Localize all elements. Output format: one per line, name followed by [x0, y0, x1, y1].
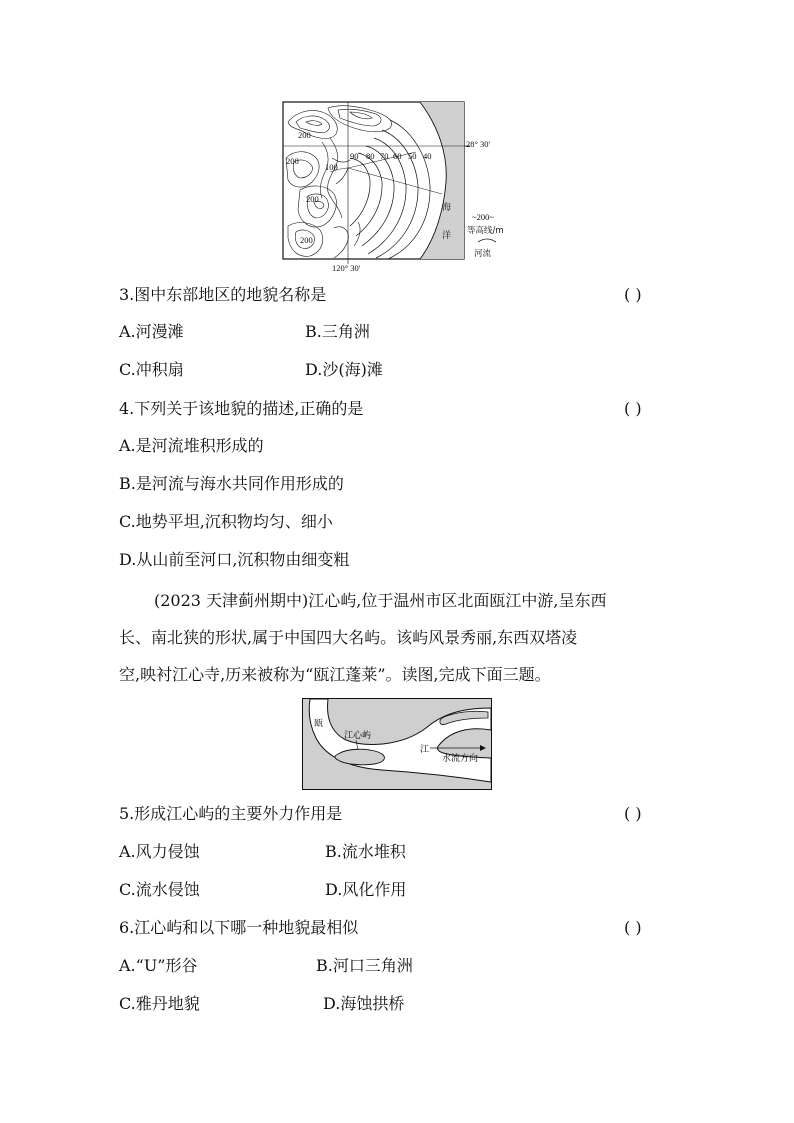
q4-stem: 4.下列关于该地貌的描述,正确的是 [119, 399, 364, 418]
q3-answer-bracket[interactable]: ( ) [624, 285, 642, 304]
q6-option-d: D.海蚀拱桥 [323, 994, 405, 1013]
q5-option-d: D.风化作用 [325, 880, 407, 899]
q3-option-d: D.沙(海)滩 [305, 360, 383, 379]
q4-option-c: C.地势平坦,沉积物均匀、细小 [119, 512, 333, 531]
contour-label: 40 [423, 151, 432, 161]
q4-option-d: D.从山前至河口,沉积物由细变粗 [119, 550, 350, 569]
q4-option-a: A.是河流堆积形成的 [119, 436, 264, 455]
q3-option-c: C.冲积扇 [119, 360, 184, 379]
contour-label: 200 [300, 235, 313, 245]
q6-option-b: B.河口三角洲 [316, 956, 413, 975]
legend-river-text: 河流 [474, 249, 492, 259]
legend-contour-value: ~200~ [472, 212, 494, 222]
passage-line-2: 长、南北狭的形状,属于中国四大名屿。该屿风景秀丽,东西双塔凌 [119, 628, 578, 647]
q5-option-b: B.流水堆积 [325, 842, 406, 861]
contour-label: 60 [393, 151, 402, 161]
q6-answer-bracket[interactable]: ( ) [624, 918, 642, 937]
q5-stem: 5.形成江心屿的主要外力作用是 [119, 804, 343, 823]
river-island-svg [302, 698, 492, 790]
latitude-label: 28° 30′ [466, 139, 491, 149]
sea-label-1: 海 [442, 203, 452, 213]
passage-line-3: 空,映衬江心寺,历来被称为“瓯江蓬莱”。读图,完成下面三题。 [119, 665, 551, 684]
contour-map-svg [270, 98, 510, 274]
sea-label-2: 洋 [442, 231, 452, 241]
q5-answer-bracket[interactable]: ( ) [624, 804, 642, 823]
q5-option-c: C.流水侵蚀 [119, 880, 200, 899]
contour-label: 80 [366, 151, 375, 161]
contour-label: 100 [325, 162, 338, 172]
passage-line-1: (2023 天津蓟州期中)江心屿,位于温州市区北面瓯江中游,呈东西 [154, 591, 607, 610]
contour-label: 200 [306, 194, 319, 204]
legend-contour-text: 等高线/m [467, 226, 504, 236]
label-flow-direction: 水流方向 [442, 754, 479, 764]
contour-label: 70 [380, 151, 389, 161]
q3-stem: 3.图中东部地区的地貌名称是 [119, 285, 327, 304]
contour-label: 50 [408, 151, 417, 161]
q6-option-a: A.“U”形谷 [119, 956, 198, 975]
contour-map-figure [270, 98, 510, 274]
q4-answer-bracket[interactable]: ( ) [624, 399, 642, 418]
label-island: 江心屿 [344, 731, 372, 741]
label-ou: 瓯 [314, 719, 324, 729]
q6-stem: 6.江心屿和以下哪一种地貌最相似 [119, 918, 359, 937]
label-jiang: 江 [420, 745, 430, 755]
river-island-figure [302, 698, 492, 790]
jiangxin-island [335, 749, 384, 765]
q6-option-c: C.雅丹地貌 [119, 994, 200, 1013]
contour-label: 90 [350, 151, 359, 161]
longitude-label: 120° 30′ [332, 263, 361, 273]
legend-river-symbol [478, 239, 496, 242]
q3-option-b: B.三角洲 [305, 322, 370, 341]
q5-option-a: A.风力侵蚀 [119, 842, 200, 861]
q4-option-b: B.是河流与海水共同作用形成的 [119, 474, 344, 493]
q3-option-a: A.河漫滩 [119, 322, 184, 341]
contour-label: 200 [298, 130, 311, 140]
contour-label: 200 [286, 156, 299, 166]
